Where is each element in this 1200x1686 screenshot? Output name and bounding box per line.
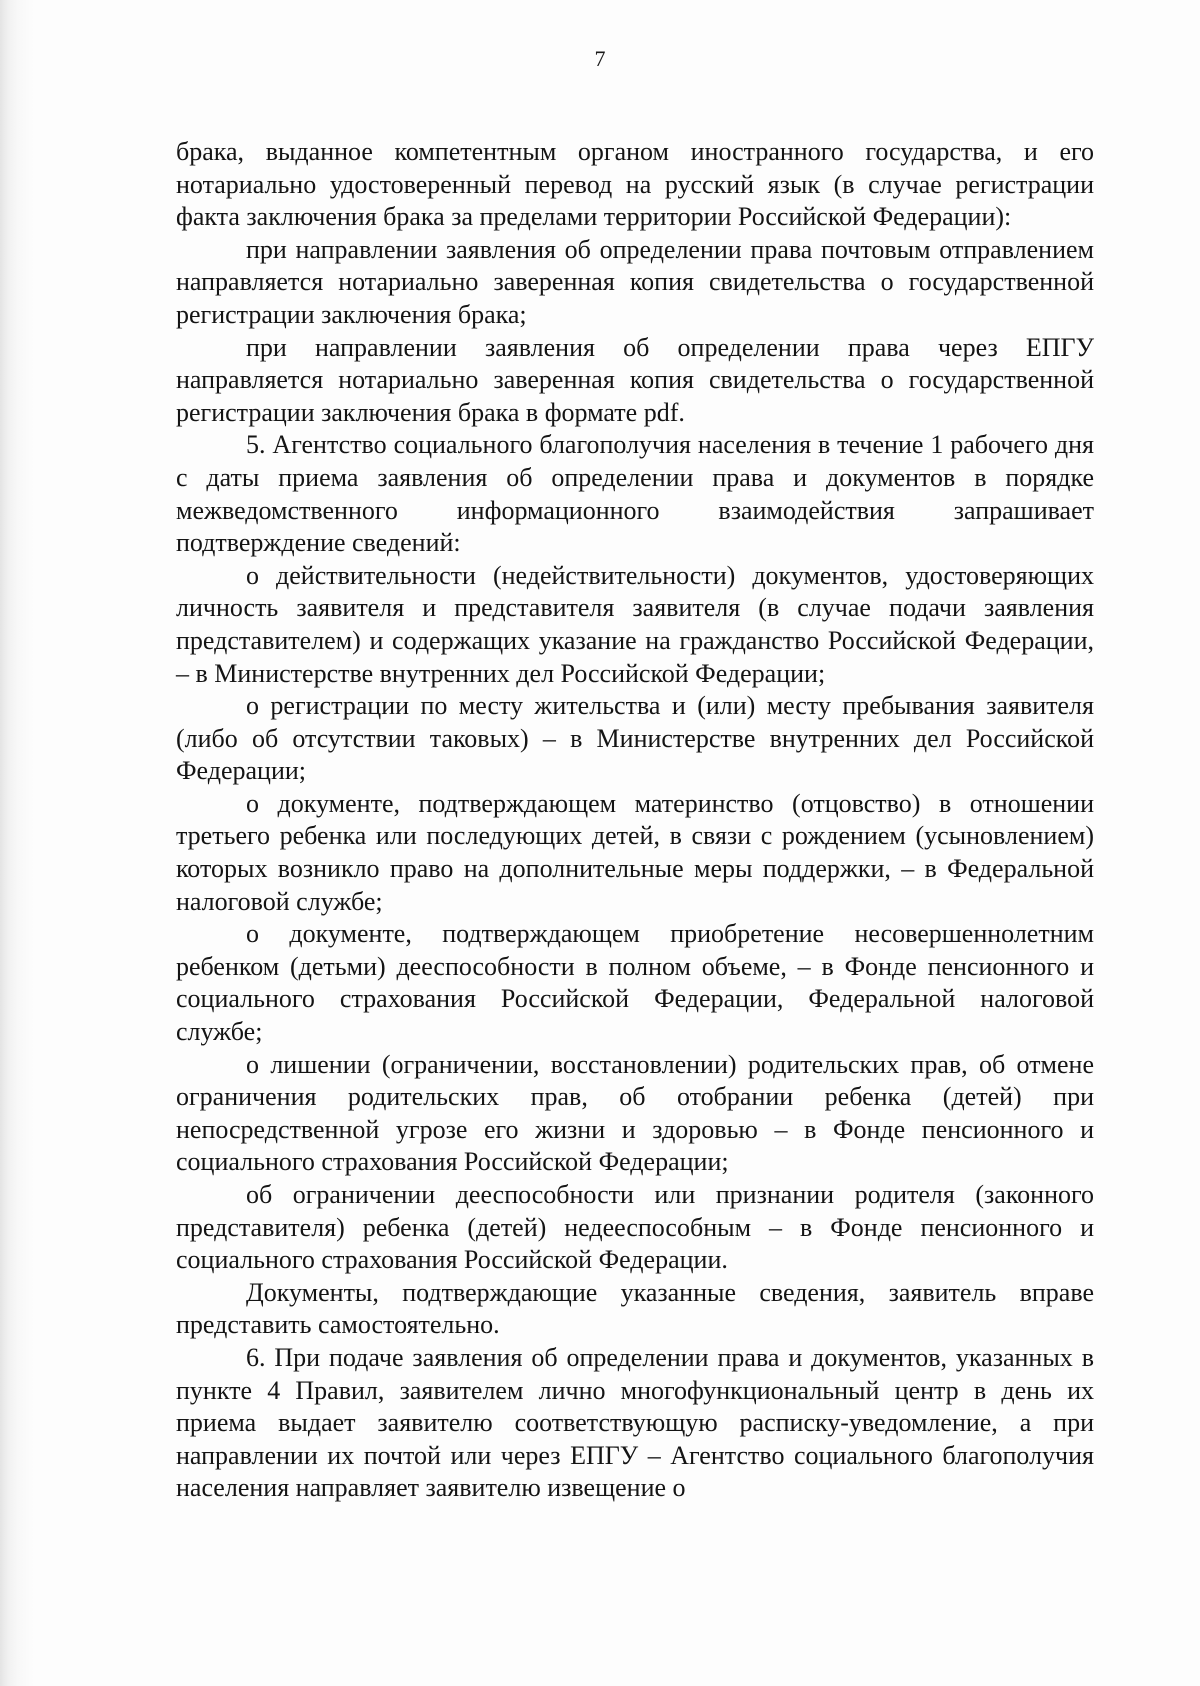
- page-number: 7: [594, 46, 606, 71]
- paragraph-self-submission: Документы, подтверждающие указанные сведения, заявитель вправе представить самостоятельно.: [176, 1277, 1094, 1340]
- paragraph-identity-documents: о действительности (недействительности) документов, удостоверяющих личность заявителя и представителя заявителя (в случае подачи заявления представителем) и содержащих указание на гражданство Российской Федерации, – в Министерстве внутренних дел Российской Федерации;: [176, 560, 1094, 688]
- paragraph-parenthood-document: о документе, подтверждающем материнство (отцовство) в отношении третьего ребенка или последующих детей, в связи с рождением (усыновлением) которых возникло право на дополнительные меры поддержки, – в Федеральной налоговой службе;: [176, 788, 1094, 916]
- paragraph-postal-submission: при направлении заявления об определении права почтовым отправлением направляется нотариально заверенная копия свидетельства о государственной регистрации заключения брака;: [176, 234, 1094, 329]
- scan-edge-shadow: [0, 0, 34, 1686]
- paragraph-item-5: 5. Агентство социального благополучия населения в течение 1 рабочего дня с даты приема заявления об определении права и документов в порядке межведомственного информационного взаимодействия запрашивает подтверждение сведений:: [176, 430, 1094, 558]
- paragraph-continuation: брака, выданное компетентным органом иностранного государства, и его нотариально удостоверенный перевод на русский язык (в случае регистрации факта заключения брака за пределами территории Российской Федерации):: [176, 137, 1094, 232]
- paragraph-incapacity: об ограничении дееспособности или признании родителя (законного представителя) ребенка (детей) недееспособным – в Фонде пенсионного и социального страхования Российской Федерации.: [176, 1180, 1094, 1275]
- paragraph-parental-rights: о лишении (ограничении, восстановлении) родительских прав, об отмене ограничения родительских прав, об отобрании ребенка (детей) при непосредственной угрозе его жизни и здоровью – в Фонде пенсионного и социального страхования Российской Федерации;: [176, 1049, 1094, 1177]
- document-body: [176, 136, 1094, 1505]
- paragraph-item-6: 6. При подаче заявления об определении права и документов, указанных в пункте 4 Правил, заявителем лично многофункциональный центр в день их приема выдает заявителю соответствующую расписку-уведомление, а при направлении их почтой или через ЕПГУ – Агентство социального благополучия населения направляет заявителю извещение о: [176, 1342, 1094, 1503]
- paragraph-epgu-submission: при направлении заявления об определении права через ЕПГУ направляется нотариально заверенная копия свидетельства о государственной регистрации заключения брака в формате pdf.: [176, 332, 1094, 427]
- paragraph-residence-registration: о регистрации по месту жительства и (или) месту пребывания заявителя (либо об отсутствии таковых) – в Министерстве внутренних дел Российской Федерации;: [176, 691, 1094, 786]
- paragraph-legal-capacity: о документе, подтверждающем приобретение несовершеннолетним ребенком (детьми) дееспособности в полном объеме, – в Фонде пенсионного и социального страхования Российской Федерации, Федеральной налоговой службе;: [176, 919, 1094, 1047]
